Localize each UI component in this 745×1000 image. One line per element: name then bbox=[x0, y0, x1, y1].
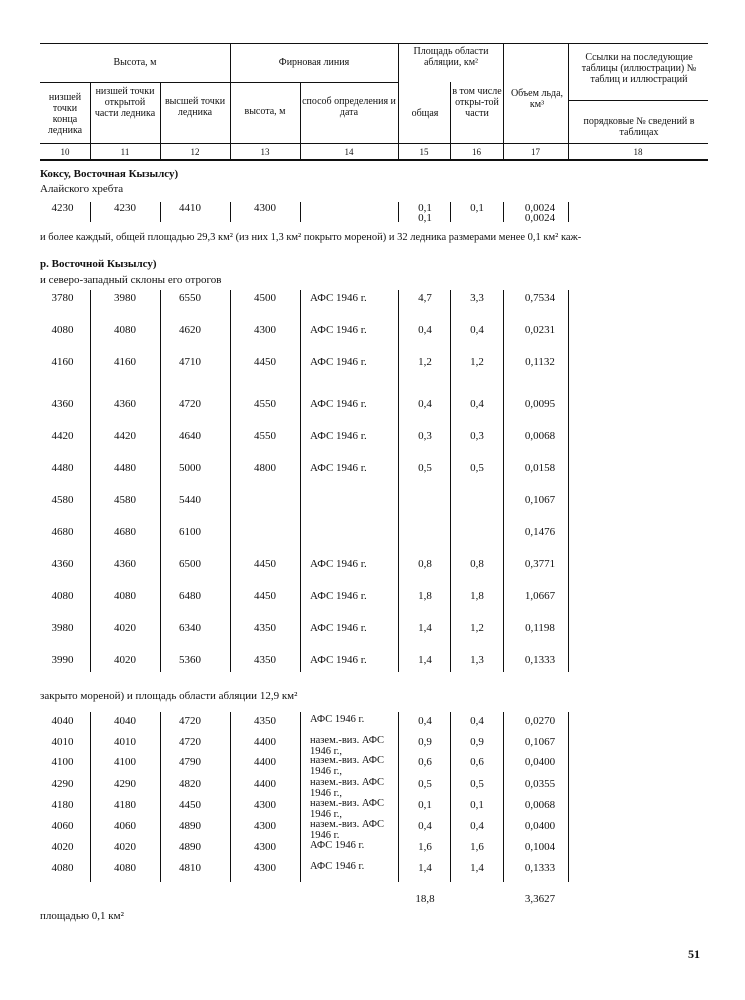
section3-r7-col11: 4080 bbox=[114, 862, 136, 874]
section3-r7-col12: 4810 bbox=[179, 862, 201, 874]
section3-r1-col14: назем.-виз. АФС 1946 г., bbox=[310, 735, 385, 757]
section2-r10-col10: 3980 bbox=[51, 622, 74, 634]
section3-r2-col12: 4790 bbox=[179, 756, 201, 768]
section2-r1-col16: 0,4 bbox=[470, 324, 484, 336]
section2-r9-col10: 4080 bbox=[51, 590, 74, 602]
section3-r5-col16: 0,4 bbox=[470, 820, 484, 832]
section2-r6-col11: 4580 bbox=[114, 494, 136, 506]
section2-r0-col17: 0,7534 bbox=[524, 292, 556, 304]
s1-vline-6 bbox=[450, 202, 451, 222]
s2-vline-3 bbox=[230, 290, 231, 672]
header-top-rule bbox=[40, 43, 708, 44]
col-number-13: 13 bbox=[260, 147, 270, 157]
section2-r9-col12: 6480 bbox=[179, 590, 201, 602]
section2-r7-col12: 6100 bbox=[179, 526, 201, 538]
section2-r11-col17: 0,1333 bbox=[524, 654, 556, 666]
section3-r5-col15: 0,4 bbox=[418, 820, 432, 832]
section2-r9-col15: 1,8 bbox=[418, 590, 432, 602]
hdr-vline-7 bbox=[503, 43, 504, 159]
s1-vline-2 bbox=[160, 202, 161, 222]
s2-vline-7 bbox=[503, 290, 504, 672]
section3-r2-col10: 4100 bbox=[51, 756, 74, 768]
section2-r11-col11: 4020 bbox=[114, 654, 136, 666]
section2-r4-col12: 4640 bbox=[179, 430, 201, 442]
s2-vline-1 bbox=[90, 290, 91, 672]
col-number-17: 17 bbox=[531, 147, 540, 157]
s1-c10: 4230 bbox=[51, 202, 74, 214]
section3-r0-col12: 4720 bbox=[179, 715, 201, 727]
section2-r1-col10: 4080 bbox=[51, 324, 74, 336]
section3-r1-col15: 0,9 bbox=[418, 736, 432, 748]
section3-r5-col13: 4300 bbox=[254, 820, 276, 832]
s1-c17a: 0,0024 bbox=[524, 202, 556, 214]
section3-r5-col14: назем.-виз. АФС 1946 г. bbox=[310, 819, 385, 841]
section2-r1-col12: 4620 bbox=[179, 324, 201, 336]
section3-r6-col15: 1,6 bbox=[418, 841, 432, 853]
section3-r1-col13: 4400 bbox=[254, 736, 276, 748]
section2-r3-col11: 4360 bbox=[114, 398, 136, 410]
section2-r3-col15: 0,4 bbox=[418, 398, 432, 410]
section3-r0-col14: АФС 1946 г. bbox=[310, 714, 365, 725]
section3-r4-col13: 4300 bbox=[254, 799, 276, 811]
s3-vline-3 bbox=[230, 712, 231, 882]
col-number-10: 10 bbox=[60, 147, 70, 157]
section3-r6-col16: 1,6 bbox=[470, 841, 484, 853]
section2-r4-col13: 4550 bbox=[254, 430, 276, 442]
section2-r2-col13: 4450 bbox=[254, 356, 276, 368]
section3-r1-col17: 0,1067 bbox=[524, 736, 556, 748]
section3-r4-col16: 0,1 bbox=[470, 799, 484, 811]
section3-r4-col11: 4180 bbox=[114, 799, 136, 811]
section1-subtitle: Алайского хребта bbox=[40, 183, 124, 195]
section2-r1-col11: 4080 bbox=[114, 324, 136, 336]
col-number-11: 11 bbox=[120, 147, 130, 157]
s2-vline-8 bbox=[568, 290, 569, 672]
section3-r2-col16: 0,6 bbox=[470, 756, 484, 768]
section3-r0-col16: 0,4 bbox=[470, 715, 484, 727]
section3-r4-col14: назем.-виз. АФС 1946 г., bbox=[310, 798, 385, 820]
s1-c17b: 0,0024 bbox=[524, 212, 556, 224]
section2-r10-col15: 1,4 bbox=[418, 622, 432, 634]
section2-r10-col13: 4350 bbox=[254, 622, 276, 634]
s3-vline-1 bbox=[90, 712, 91, 882]
section3-r2-col11: 4100 bbox=[114, 756, 136, 768]
section2-r3-col14: АФС 1946 г. bbox=[310, 398, 367, 410]
section2-r3-col12: 4720 bbox=[179, 398, 201, 410]
section3-r7-col15: 1,4 bbox=[418, 862, 432, 874]
header-area-group: Площадь области абляции, км² bbox=[413, 46, 489, 68]
section2-r8-col15: 0,8 bbox=[418, 558, 432, 570]
section2-r7-col11: 4680 bbox=[114, 526, 136, 538]
section3-r3-col13: 4400 bbox=[254, 778, 276, 790]
section2-r1-col15: 0,4 bbox=[418, 324, 432, 336]
header-refs-group: Ссылки на последующие таблицы (иллюстрации) № таблиц и иллюстраций bbox=[581, 52, 697, 85]
col-number-15: 15 bbox=[419, 147, 429, 157]
section2-r8-col12: 6500 bbox=[179, 558, 201, 570]
section3-r6-col13: 4300 bbox=[254, 841, 276, 853]
s1-c12: 4410 bbox=[179, 202, 201, 214]
section2-title: р. Восточной Кызылсу) bbox=[40, 258, 157, 270]
section2-r9-col11: 4080 bbox=[114, 590, 136, 602]
col-number-14: 14 bbox=[344, 147, 354, 157]
section3-r7-col10: 4080 bbox=[51, 862, 74, 874]
section3-r4-col12: 4450 bbox=[179, 799, 201, 811]
header-col10: низшей точки конца ледника bbox=[47, 92, 83, 136]
s1-c15a: 0,1 bbox=[418, 202, 432, 214]
section3-r7-col13: 4300 bbox=[254, 862, 276, 874]
s3-vline-2 bbox=[160, 712, 161, 882]
section2-r5-col17: 0,0158 bbox=[524, 462, 556, 474]
section3-r0-col13: 4350 bbox=[254, 715, 276, 727]
section3-r6-col14: АФС 1946 г. bbox=[310, 840, 365, 851]
col-number-12: 12 bbox=[190, 147, 200, 157]
section2-r9-col17: 1,0667 bbox=[524, 590, 556, 602]
header-col13: высота, м bbox=[244, 106, 286, 117]
section3-r1-col16: 0,9 bbox=[470, 736, 484, 748]
section3-r0-col10: 4040 bbox=[51, 715, 74, 727]
section2-r11-col16: 1,3 bbox=[470, 654, 484, 666]
section3-r3-col11: 4290 bbox=[114, 778, 136, 790]
section2-r3-col16: 0,4 bbox=[470, 398, 484, 410]
section3-r2-col13: 4400 bbox=[254, 756, 276, 768]
section2-r2-col14: АФС 1946 г. bbox=[310, 356, 367, 368]
section2-subtitle: и северо-западный склоны его отрогов bbox=[40, 274, 222, 286]
s1-vline-7 bbox=[503, 202, 504, 222]
section2-r5-col14: АФС 1946 г. bbox=[310, 462, 367, 474]
hdr-vline-8 bbox=[568, 43, 569, 159]
s2-vline-2 bbox=[160, 290, 161, 672]
section2-r5-col15: 0,5 bbox=[418, 462, 432, 474]
section3-r5-col17: 0,0400 bbox=[524, 820, 556, 832]
section2-r9-col13: 4450 bbox=[254, 590, 276, 602]
s2-vline-6 bbox=[450, 290, 451, 672]
section3-r2-col14: назем.-виз. АФС 1946 г., bbox=[310, 755, 385, 777]
section3-r3-col16: 0,5 bbox=[470, 778, 484, 790]
col-number-18: 18 bbox=[633, 147, 643, 157]
section3-r2-col17: 0,0400 bbox=[524, 756, 556, 768]
section2-r1-col14: АФС 1946 г. bbox=[310, 324, 367, 336]
section3-r3-col15: 0,5 bbox=[418, 778, 432, 790]
section2-r11-col15: 1,4 bbox=[418, 654, 432, 666]
s2-vline-4 bbox=[300, 290, 301, 672]
s1-vline-5 bbox=[398, 202, 399, 222]
section3-r6-col12: 4890 bbox=[179, 841, 201, 853]
section3-r1-col11: 4010 bbox=[114, 736, 136, 748]
section2-r1-col17: 0,0231 bbox=[524, 324, 556, 336]
section2-r0-col14: АФС 1946 г. bbox=[310, 292, 367, 304]
s1-c13: 4300 bbox=[254, 202, 276, 214]
section2-r4-col10: 4420 bbox=[51, 430, 74, 442]
header-group-rule bbox=[40, 82, 398, 83]
section3-r0-col17: 0,0270 bbox=[524, 715, 556, 727]
section3-r7-col17: 0,1333 bbox=[524, 862, 556, 874]
section2-r8-col11: 4360 bbox=[114, 558, 136, 570]
section3-r2-col15: 0,6 bbox=[418, 756, 432, 768]
section2-r8-col10: 4360 bbox=[51, 558, 74, 570]
section2-r5-col13: 4800 bbox=[254, 462, 276, 474]
section2-r0-col16: 3,3 bbox=[470, 292, 484, 304]
s1-c16: 0,1 bbox=[470, 202, 484, 214]
section2-r3-col13: 4550 bbox=[254, 398, 276, 410]
section2-r6-col10: 4580 bbox=[51, 494, 74, 506]
header-number-rule bbox=[40, 159, 708, 161]
s1-c11: 4230 bbox=[114, 202, 136, 214]
section2-r7-col10: 4680 bbox=[51, 526, 74, 538]
s1-vline-1 bbox=[90, 202, 91, 222]
section3-r3-col17: 0,0355 bbox=[524, 778, 556, 790]
section2-r9-col16: 1,8 bbox=[470, 590, 484, 602]
s3-vline-5 bbox=[398, 712, 399, 882]
section1-note: и более каждый, общей площадью 29,3 км² (из них 1,3 км² покрыто мореной) и 32 ледника размерами менее 0,1 км² каж- bbox=[40, 232, 582, 243]
section2-r10-col12: 6340 bbox=[179, 622, 201, 634]
section3-note: площадью 0,1 км² bbox=[40, 910, 124, 922]
section3-r3-col14: назем.-виз. АФС 1946 г., bbox=[310, 777, 385, 799]
s3-vline-4 bbox=[300, 712, 301, 882]
section2-r0-col12: 6550 bbox=[179, 292, 201, 304]
section3-r7-col14: АФС 1946 г. bbox=[310, 861, 365, 872]
section2-r7-col17: 0,1476 bbox=[524, 526, 556, 538]
section2-r0-col15: 4,7 bbox=[418, 292, 432, 304]
section2-r10-col14: АФС 1946 г. bbox=[310, 622, 367, 634]
section3-r3-col12: 4820 bbox=[179, 778, 201, 790]
section2-r10-col17: 0,1198 bbox=[525, 622, 555, 634]
section3-r4-col10: 4180 bbox=[51, 799, 74, 811]
section2-r4-col15: 0,3 bbox=[418, 430, 432, 442]
section2-r0-col13: 4500 bbox=[254, 292, 276, 304]
header-firn-group: Фирновая линия bbox=[278, 57, 350, 68]
section2-r0-col11: 3980 bbox=[114, 292, 136, 304]
section2-r11-col14: АФС 1946 г. bbox=[310, 654, 367, 666]
section2-r2-col11: 4160 bbox=[114, 356, 136, 368]
s2-vline-5 bbox=[398, 290, 399, 672]
s1-vline-3 bbox=[230, 202, 231, 222]
header-bottom-rule bbox=[40, 143, 708, 144]
s1-vline-4 bbox=[300, 202, 301, 222]
section3-r4-col17: 0,0068 bbox=[524, 799, 556, 811]
header-refs-rule bbox=[568, 100, 708, 101]
section2-r2-col15: 1,2 bbox=[418, 356, 432, 368]
s1-c15b: 0,1 bbox=[418, 212, 432, 224]
section2-r11-col13: 4350 bbox=[254, 654, 276, 666]
section2-r11-col12: 5360 bbox=[179, 654, 201, 666]
section2-r8-col17: 0,3771 bbox=[524, 558, 556, 570]
section2-r4-col17: 0,0068 bbox=[524, 430, 556, 442]
section3-r1-col10: 4010 bbox=[51, 736, 74, 748]
section3-r0-col11: 4040 bbox=[114, 715, 136, 727]
hdr-vline-5 bbox=[398, 43, 399, 159]
s3-vline-7 bbox=[503, 712, 504, 882]
section2-r8-col13: 4450 bbox=[254, 558, 276, 570]
section3-r1-col12: 4720 bbox=[179, 736, 201, 748]
section3-r0-col15: 0,4 bbox=[418, 715, 432, 727]
section2-r0-col10: 3780 bbox=[51, 292, 74, 304]
section2-r4-col16: 0,3 bbox=[470, 430, 484, 442]
section2-r8-col14: АФС 1946 г. bbox=[310, 558, 367, 570]
section3-r6-col11: 4020 bbox=[114, 841, 136, 853]
section3-r7-col16: 1,4 bbox=[470, 862, 484, 874]
section2-r5-col16: 0,5 bbox=[470, 462, 484, 474]
section2-r10-col16: 1,2 bbox=[470, 622, 484, 634]
section3-r5-col11: 4060 bbox=[114, 820, 136, 832]
section2-r11-col10: 3990 bbox=[51, 654, 74, 666]
section2-r2-col10: 4160 bbox=[51, 356, 74, 368]
section2-r6-col17: 0,1067 bbox=[524, 494, 556, 506]
section2-r5-col10: 4480 bbox=[51, 462, 74, 474]
header-volume: Объем льда, км³ bbox=[510, 88, 564, 110]
section2-r9-col14: АФС 1946 г. bbox=[310, 590, 367, 602]
header-col11: низшей точки открытой части ледника bbox=[94, 86, 156, 119]
section2-r1-col13: 4300 bbox=[254, 324, 276, 336]
total-area: 18,8 bbox=[415, 893, 435, 905]
section3-r3-col10: 4290 bbox=[51, 778, 74, 790]
section2-r4-col11: 4420 bbox=[114, 430, 136, 442]
section2-r5-col11: 4480 bbox=[114, 462, 136, 474]
section2-r4-col14: АФС 1946 г. bbox=[310, 430, 367, 442]
section2-r3-col10: 4360 bbox=[51, 398, 74, 410]
section2-note: закрыто мореной) и площадь области абляции 12,9 км² bbox=[40, 690, 298, 702]
section2-r5-col12: 5000 bbox=[179, 462, 201, 474]
section3-r5-col12: 4890 bbox=[179, 820, 201, 832]
col-number-16: 16 bbox=[472, 147, 481, 157]
section2-r2-col17: 0,1132 bbox=[525, 356, 555, 368]
header-height-group: Высота, м bbox=[113, 57, 157, 68]
header-col16: в том числе откры-той части bbox=[452, 86, 502, 119]
section2-r2-col16: 1,2 bbox=[470, 356, 484, 368]
s3-vline-8 bbox=[568, 712, 569, 882]
section3-r6-col10: 4020 bbox=[51, 841, 74, 853]
section2-r10-col11: 4020 bbox=[114, 622, 136, 634]
header-col14: способ определения и дата bbox=[302, 96, 396, 118]
page-number: 51 bbox=[688, 947, 700, 961]
s3-vline-6 bbox=[450, 712, 451, 882]
total-volume: 3,3627 bbox=[524, 893, 556, 905]
section3-r4-col15: 0,1 bbox=[418, 799, 432, 811]
header-col12: высшей точки ледника bbox=[164, 96, 226, 118]
section2-r6-col12: 5440 bbox=[179, 494, 201, 506]
section2-r3-col17: 0,0095 bbox=[524, 398, 556, 410]
section3-r6-col17: 0,1004 bbox=[524, 841, 556, 853]
section1-title: Коксу, Восточная Кызылсу) bbox=[40, 168, 179, 180]
header-col18: порядковые № сведений в таблицах bbox=[583, 116, 695, 138]
header-col15: общая bbox=[411, 108, 439, 119]
section2-r8-col16: 0,8 bbox=[470, 558, 484, 570]
section3-r5-col10: 4060 bbox=[51, 820, 74, 832]
section2-r2-col12: 4710 bbox=[179, 356, 201, 368]
s1-vline-8 bbox=[568, 202, 569, 222]
